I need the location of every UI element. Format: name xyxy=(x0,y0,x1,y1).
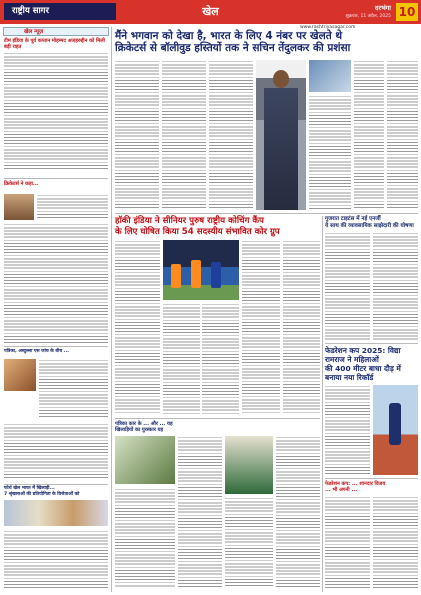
text-block xyxy=(325,232,370,340)
text-block xyxy=(276,436,320,588)
divider xyxy=(4,346,108,347)
issue-date: शुक्रवार, 11 अप्रैल, 2025 xyxy=(345,14,391,19)
brief-story-4-title: फोर्थ खेल भारत में खिलाड़ी... xyxy=(4,486,55,491)
portrait-suit xyxy=(264,88,298,210)
text-block xyxy=(4,530,108,588)
lead-body-col-1 xyxy=(115,60,159,210)
inset-photo xyxy=(309,60,351,92)
player-figure xyxy=(191,260,201,288)
hockey-body-col-3 xyxy=(202,303,239,415)
bottom-right-headline xyxy=(325,481,418,493)
text-block xyxy=(373,496,418,588)
brand-logo: राष्ट्रीय सागर xyxy=(4,3,116,20)
athlete-photo xyxy=(225,436,273,494)
text-block xyxy=(225,497,273,588)
brief-story-5-title: 7 श्रृंखलाओं की प्रतियोगिता के विजेताओं को xyxy=(4,491,80,497)
masthead xyxy=(0,0,421,24)
player-figure xyxy=(171,264,181,288)
hockey-body-col-4 xyxy=(242,240,280,415)
athletics-headline-line-2: की 400 मीटर बाधा दौड़ में बनाया नया रिकॉर्ड xyxy=(325,364,401,382)
text-block xyxy=(325,496,370,588)
bottom-right-headline-line-1: फेडरेशन कप: ... शानदार विजय xyxy=(325,481,386,487)
athletics-headline xyxy=(325,346,418,382)
awards-headline-line-2: खिलाड़ियों का पुरस्कार यह xyxy=(115,427,164,433)
brief-story-1-body xyxy=(4,52,108,170)
bottom-right-headline-line-2: ... भी अपनी ... xyxy=(325,487,358,493)
brief-story-3-title: पत्रिका, अब्दुल्ला एस जांच के बीच ... xyxy=(4,349,69,354)
lead-body-col-3 xyxy=(209,60,253,210)
text-block xyxy=(4,423,108,479)
text-block xyxy=(325,385,370,475)
hockey-headline-line-1: हॉकी इंडिया ने सीनियर पुरुष राष्ट्रीय कोचिंग कैंप xyxy=(115,216,264,226)
lead-body-col-4 xyxy=(309,95,351,210)
divider xyxy=(115,213,418,214)
hockey-body-col-2 xyxy=(163,303,200,415)
hurdler-photo xyxy=(373,385,418,475)
text-block xyxy=(37,194,108,220)
column-divider xyxy=(322,216,323,592)
text-block xyxy=(178,436,222,588)
lead-body-col-5 xyxy=(354,60,384,210)
brief-story-2 xyxy=(4,181,108,187)
page-number-badge: 10 xyxy=(396,3,418,21)
awards-headline xyxy=(115,421,320,433)
partnership-headline-line-2: ये साथ की व्यावसायिक साझेदारी की घोषणा xyxy=(325,222,414,229)
text-block xyxy=(39,359,108,419)
section-title: खेल xyxy=(202,5,219,18)
group-photo xyxy=(4,500,108,526)
sachin-portrait-photo xyxy=(256,60,306,210)
portrait-photo xyxy=(4,194,34,220)
hockey-team-photo xyxy=(163,240,239,300)
lead-headline-line-1: मैंने भगवान को देखा है, भारत के लिए 4 नंबर पर खेलते थे xyxy=(115,30,343,42)
partnership-headline-line-1: गुजरात टाइटंस में नई एनर्जी xyxy=(325,216,381,222)
brief-story-1 xyxy=(4,38,108,170)
text-block xyxy=(373,232,418,340)
lead-headline xyxy=(115,30,418,54)
awards-headline-line-1: पत्रिका कार के ... और ... यह xyxy=(115,421,173,427)
hockey-body-col-5 xyxy=(283,240,320,415)
brief-story-4 xyxy=(4,486,108,497)
brief-story-2-title: क्रिकेटर्स ने कहा... xyxy=(4,181,39,187)
award-photo xyxy=(115,436,175,484)
athlete-figure xyxy=(389,403,401,445)
portrait-head xyxy=(273,70,289,88)
website-url: www.rashtriyasagar.com xyxy=(300,25,356,30)
lead-headline-line-2: क्रिकेटर्स से बॉलीवुड हस्तियों तक ने सचिन तेंदुलकर की प्रशंसा xyxy=(115,42,351,54)
brief-story-3 xyxy=(4,349,108,355)
divider xyxy=(325,478,418,479)
lead-body-col-2 xyxy=(162,60,206,210)
column-divider xyxy=(111,27,112,592)
text-block xyxy=(4,223,108,343)
divider xyxy=(115,418,320,419)
text-block xyxy=(115,488,175,588)
news-brief-label: खेल न्यूज़ xyxy=(3,27,109,36)
player-figure xyxy=(211,262,221,288)
partnership-headline xyxy=(325,216,418,229)
athletics-headline-line-1: फेडरेशन कप 2025: विद्या रामराज ने महिलाओं xyxy=(325,346,401,364)
divider xyxy=(4,178,108,179)
divider xyxy=(4,484,108,485)
hockey-headline-line-2: के लिए घोषित किया 54 सदस्यीय संभावित कोर ग्रुप xyxy=(115,226,280,237)
hockey-body-col-1 xyxy=(115,240,160,415)
news-photo xyxy=(4,359,36,391)
lead-body-col-6 xyxy=(387,60,418,210)
divider xyxy=(325,343,418,344)
brief-story-1-title: टीम इंडिया के पूर्व कप्तान मोहम्मद अजहरुद्दीन को मिली बड़ी राहत xyxy=(4,38,105,50)
hockey-headline xyxy=(115,216,320,237)
edition-label: दरभंगा xyxy=(374,4,391,12)
